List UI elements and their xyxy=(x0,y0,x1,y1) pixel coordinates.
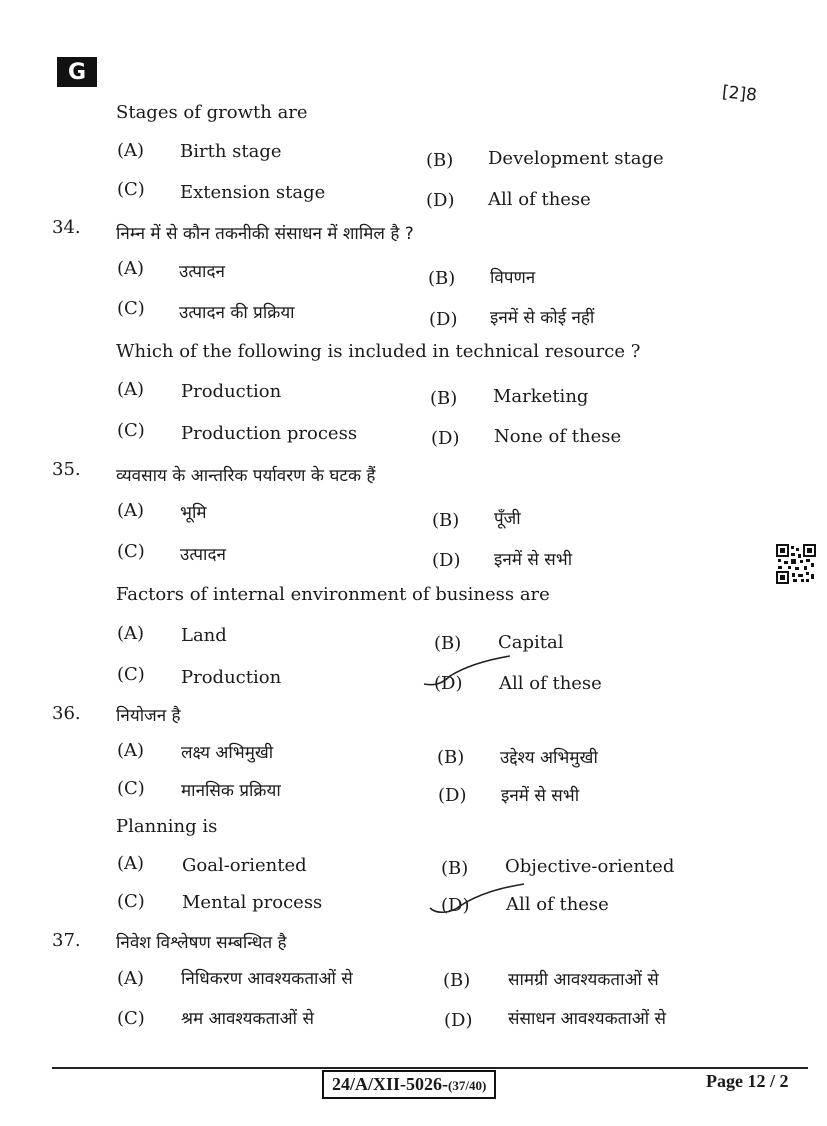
q34-en-option-b-key: (B) xyxy=(430,388,458,409)
q34-en-option-a: Production xyxy=(181,381,282,402)
q35-en-option-c: Production xyxy=(181,667,282,688)
q34-en-option-a-key: (A) xyxy=(117,379,145,400)
page-number: Page 12 / 2 xyxy=(706,1071,789,1091)
q33-option-a: Birth stage xyxy=(180,141,282,162)
q36-en-option-b-key: (B) xyxy=(441,858,469,879)
footer-rule xyxy=(52,1067,808,1069)
q36-en-option-a-key: (A) xyxy=(117,853,145,874)
q37-option-d-key: (D) xyxy=(444,1010,473,1031)
q35-hi-option-d: इनमें से सभी xyxy=(494,550,573,570)
q36-number: 36. xyxy=(52,703,81,724)
q35-stem-hindi: व्यवसाय के आन्तरिक पर्यावरण के घटक हैं xyxy=(116,466,376,486)
q34-hi-option-d-key: (D) xyxy=(429,309,458,330)
q33-option-d: All of these xyxy=(488,189,591,210)
q37-option-b-key: (B) xyxy=(443,970,471,991)
section-badge: G xyxy=(57,57,97,87)
q34-hi-option-b: विपणन xyxy=(490,268,536,288)
q35-en-option-a-key: (A) xyxy=(117,623,145,644)
q34-en-option-c-key: (C) xyxy=(117,420,145,441)
q33-option-b: Development stage xyxy=(488,148,664,169)
paper-code-main: 24/A/XII-5026- xyxy=(332,1074,448,1094)
q36-hi-option-a-key: (A) xyxy=(117,740,145,761)
q36-hi-option-b-key: (B) xyxy=(437,747,465,768)
q35-en-option-d: All of these xyxy=(499,673,602,694)
q36-hi-option-b: उद्देश्य अभिमुखी xyxy=(500,748,598,768)
q35-hi-option-c-key: (C) xyxy=(117,541,145,562)
q33-option-c: Extension stage xyxy=(180,182,326,203)
q34-hi-option-b-key: (B) xyxy=(428,268,456,289)
q35-hi-option-c: उत्पादन xyxy=(180,545,226,565)
q36-en-option-d-key: (D) xyxy=(441,895,470,916)
q35-en-option-b: Capital xyxy=(498,632,564,653)
q34-hi-option-a: उत्पादन xyxy=(179,262,225,282)
q34-hi-option-c-key: (C) xyxy=(117,298,145,319)
q37-number: 37. xyxy=(52,930,81,951)
answer-tick-mark xyxy=(426,880,526,920)
qr-code xyxy=(776,544,816,584)
answer-tick-mark xyxy=(420,650,512,690)
q35-hi-option-b-key: (B) xyxy=(432,510,460,531)
q37-option-c-key: (C) xyxy=(117,1008,145,1029)
q35-en-option-c-key: (C) xyxy=(117,664,145,685)
q35-stem-english: Factors of internal environment of business are xyxy=(116,584,550,605)
q36-hi-option-d: इनमें से सभी xyxy=(501,786,580,806)
q37-option-a: निधिकरण आवश्यकताओं से xyxy=(181,969,353,989)
q37-option-c: श्रम आवश्यकताओं से xyxy=(181,1009,314,1029)
q37-option-d: संसाधन आवश्यकताओं से xyxy=(508,1009,667,1029)
q35-hi-option-d-key: (D) xyxy=(432,550,461,571)
q34-en-option-d: None of these xyxy=(494,426,622,447)
q36-stem-hindi: नियोजन है xyxy=(116,706,181,726)
q37-option-a-key: (A) xyxy=(117,968,145,989)
q34-hi-option-a-key: (A) xyxy=(117,258,145,279)
q35-en-option-a: Land xyxy=(181,625,227,646)
q34-en-option-d-key: (D) xyxy=(431,428,460,449)
q36-hi-option-c: मानसिक प्रक्रिया xyxy=(181,781,281,801)
q34-hi-option-c: उत्पादन की प्रक्रिया xyxy=(179,303,295,323)
q34-en-option-c: Production process xyxy=(181,423,358,444)
q34-hi-option-d: इनमें से कोई नहीं xyxy=(490,308,595,328)
q36-hi-option-d-key: (D) xyxy=(438,785,467,806)
q33-option-d-key: (D) xyxy=(426,190,455,211)
paper-code xyxy=(322,1070,496,1099)
q36-en-option-c-key: (C) xyxy=(117,891,145,912)
q35-en-option-b-key: (B) xyxy=(434,633,462,654)
q34-stem-english: Which of the following is included in technical resource ? xyxy=(116,341,641,362)
q35-hi-option-a-key: (A) xyxy=(117,500,145,521)
q36-en-option-c: Mental process xyxy=(182,892,323,913)
q33-option-a-key: (A) xyxy=(117,140,145,161)
q36-hi-option-c-key: (C) xyxy=(117,778,145,799)
q35-hi-option-a: भूमि xyxy=(180,503,207,523)
q37-stem-hindi: निवेश विश्लेषण सम्बन्धित है xyxy=(116,933,287,953)
q34-stem-hindi: निम्न में से कौन तकनीकी संसाधन में शामिल है ? xyxy=(116,224,414,244)
q36-en-option-b: Objective-oriented xyxy=(505,856,675,877)
q35-en-option-d-key: (D) xyxy=(434,673,463,694)
q35-hi-option-b: पूँजी xyxy=(494,509,521,529)
q36-hi-option-a: लक्ष्य अभिमुखी xyxy=(181,743,274,763)
q36-stem-english: Planning is xyxy=(116,816,218,837)
q37-option-b: सामग्री आवश्यकताओं से xyxy=(508,970,659,990)
q36-en-option-d: All of these xyxy=(506,894,609,915)
q33-option-c-key: (C) xyxy=(117,179,145,200)
q33-stem: Stages of growth are xyxy=(116,102,308,123)
paper-code-sub: (37/40) xyxy=(448,1078,487,1093)
q34-number: 34. xyxy=(52,217,81,238)
q35-number: 35. xyxy=(52,459,81,480)
q36-en-option-a: Goal-oriented xyxy=(182,855,307,876)
handwritten-page-mark: [2]8 xyxy=(721,82,758,106)
q33-option-b-key: (B) xyxy=(426,150,454,171)
q34-en-option-b: Marketing xyxy=(493,386,589,407)
